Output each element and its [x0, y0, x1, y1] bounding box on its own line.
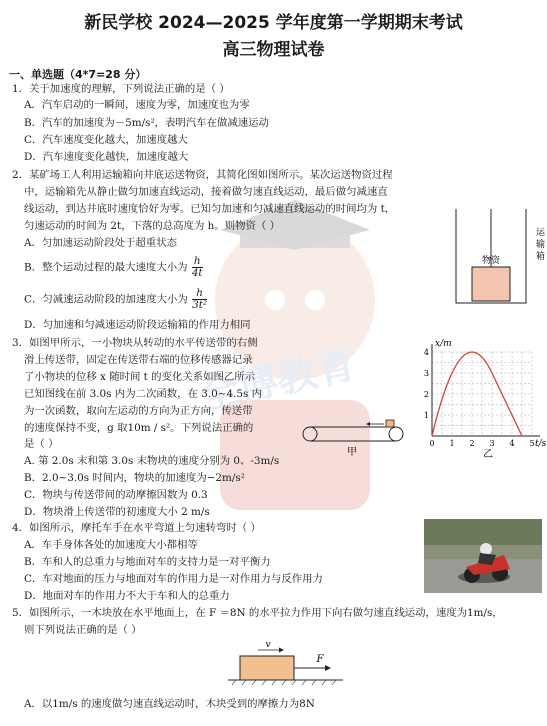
q2-stem-line3: 线运动，到达井底时速度恰好为零。已知匀加速和匀减速直线运动的时间均为 t， [24, 203, 396, 215]
q5-option-a: A．以1m/s 的速度做匀速直线运动时，木块受到的摩擦力为8N [24, 698, 315, 710]
q3-option-a: A. 第 2.0s 末和第 3.0s 末物块的速度分别为 0、-3m/s [24, 455, 280, 467]
q1-option-c: C．汽车速度变化越大，加速度越大 [24, 134, 188, 146]
q4-option-c: C．车对地面的压力与地面对车的作用力是一对作用力与反作用力 [24, 573, 323, 585]
q1-stem: 1．关于加速度的理解，下列说法正确的是（ ） [12, 83, 230, 95]
q5-stem-line2: 则下列说法正确的是（ ） [24, 624, 142, 636]
q2-option-c-fraction: $\frac{h}{\text{3t²}}$ [192, 287, 208, 311]
x-tick-label: 0 [429, 439, 435, 448]
q2-stem-line2: 中，运输箱先从静止做匀加速直线运动，接着做匀速直线运动，最后做匀减速直 [24, 186, 388, 198]
x-axis-label: t/s [535, 439, 546, 449]
q4-option-a: A．车手身体各处的加速度大小都相等 [24, 539, 198, 551]
x-tick-label: 5 [529, 439, 535, 448]
q1-option-a: A．汽车启动的一瞬间，速度为零，加速度也为零 [24, 99, 250, 111]
q2-shaft-figure [450, 205, 545, 315]
q5-velocity-label: v [265, 640, 271, 650]
q3-option-b: B．2.0~3.0s 时间内，物块的加速度为−2m/s² [24, 472, 245, 484]
q2-option-c: C．匀减速运动阶段的加速度大小为 $\frac{h}{\text{3t²}}$ [24, 287, 208, 311]
q3-stem-line3: 了小物块的位移 x 随时间 t 的变化关系如图乙所示 [24, 371, 256, 383]
q3-fig-yi-label: 乙 [483, 449, 493, 460]
q3-stem-line2: 滑上传送带，固定在传送带右端的位移传感器记录 [24, 354, 253, 366]
q3-option-d: D．物块滑上传送带的初速度大小 2 m/s [24, 506, 210, 518]
q2-option-a: A．匀加速运动阶段处于超重状态 [24, 237, 177, 249]
q4-option-d: D．地面对车的作用力不大于车和人的总重力 [24, 590, 230, 602]
q5-force-label: F [316, 654, 324, 665]
q4-stem: 4．如图所示，摩托车手在水平弯道上匀速转弯时（ ） [12, 522, 261, 534]
q3-stem-line1: 3．如图甲所示，一小物块从转动的水平传送带的右侧 [12, 337, 258, 349]
q2-stem-line4: 匀速运动的时间为 2t，下落的总高度为 h。则物资（ ） [24, 220, 280, 232]
q4-option-b: B．车和人的总重力与地面对车的支持力是一对平衡力 [24, 556, 271, 568]
chart-grid [432, 352, 532, 436]
q3-xt-chart [418, 336, 546, 460]
exam-subtitle: 高三物理试卷 [222, 40, 325, 60]
x-tick-label: 3 [489, 439, 495, 448]
y-tick-label: 2 [423, 390, 429, 399]
q3-stem-line6: 的速度保持不变，g 取10m / s²。下列说法正确的 [24, 422, 254, 434]
exam-title: 新民学校 2024—2025 学年度第一学期期末考试 [84, 13, 463, 33]
q5-block-figure [228, 640, 348, 688]
x-tick-label: 2 [469, 439, 475, 448]
q3-conveyor-figure [300, 418, 410, 458]
q2-stem-line1: 2．某矿场工人利用运输箱向井底运送物资，其简化图如图所示。某次运送物资过程 [12, 169, 393, 181]
x-tick-label: 1 [449, 439, 455, 448]
q1-option-b: B．汽车的加速度为－5m/s²，表明汽车在做减速运动 [24, 117, 269, 129]
y-tick-label: 4 [423, 348, 429, 357]
q2-option-d: D．匀加速和匀减速运动阶段运输箱的作用力相同 [24, 319, 251, 331]
q3-stem-line7: 是（ ） [24, 438, 59, 450]
y-tick-label: 1 [423, 411, 429, 420]
motorcycle-photo [424, 519, 542, 593]
q3-stem-line4: 已知图线在前 3.0s 内为二次函数，在 3.0~4.5s 内 [24, 388, 263, 400]
section-heading: 一、单选题（4*7=28 分） [9, 68, 147, 81]
q2-side-label: 运输箱 [536, 228, 545, 262]
q2-option-b: B．整个运动过程的最大速度大小为 $\frac{h}{4t}$ [24, 255, 203, 279]
q2-box-label: 物资 [481, 256, 501, 266]
x-tick-label: 4 [509, 439, 515, 448]
q3-stem-line5: 为一次函数，取向左运动的方向为正方向，传送带 [24, 405, 253, 417]
q2-option-b-fraction: $\frac{h}{4t}$ [191, 255, 203, 279]
q1-option-d: D．汽车速度变化越快，加速度越大 [24, 151, 189, 163]
chart-axes [432, 344, 540, 436]
y-axis-label: x/m [435, 339, 452, 349]
chart-ticks [424, 348, 535, 448]
q3-fig-jia-label: 甲 [347, 447, 357, 458]
y-tick-label: 3 [423, 369, 429, 378]
q3-option-c: C．物块与传送带间的动摩擦因数为 0.3 [24, 489, 208, 501]
svg-text:全博教育: 全博教育 [194, 341, 361, 420]
q5-stem-line1: 5．如图所示，一木块放在水平地面上，在 F ＝8N 的水平拉力作用下向右做匀速直线运动，速度为1m/s， [12, 607, 503, 619]
